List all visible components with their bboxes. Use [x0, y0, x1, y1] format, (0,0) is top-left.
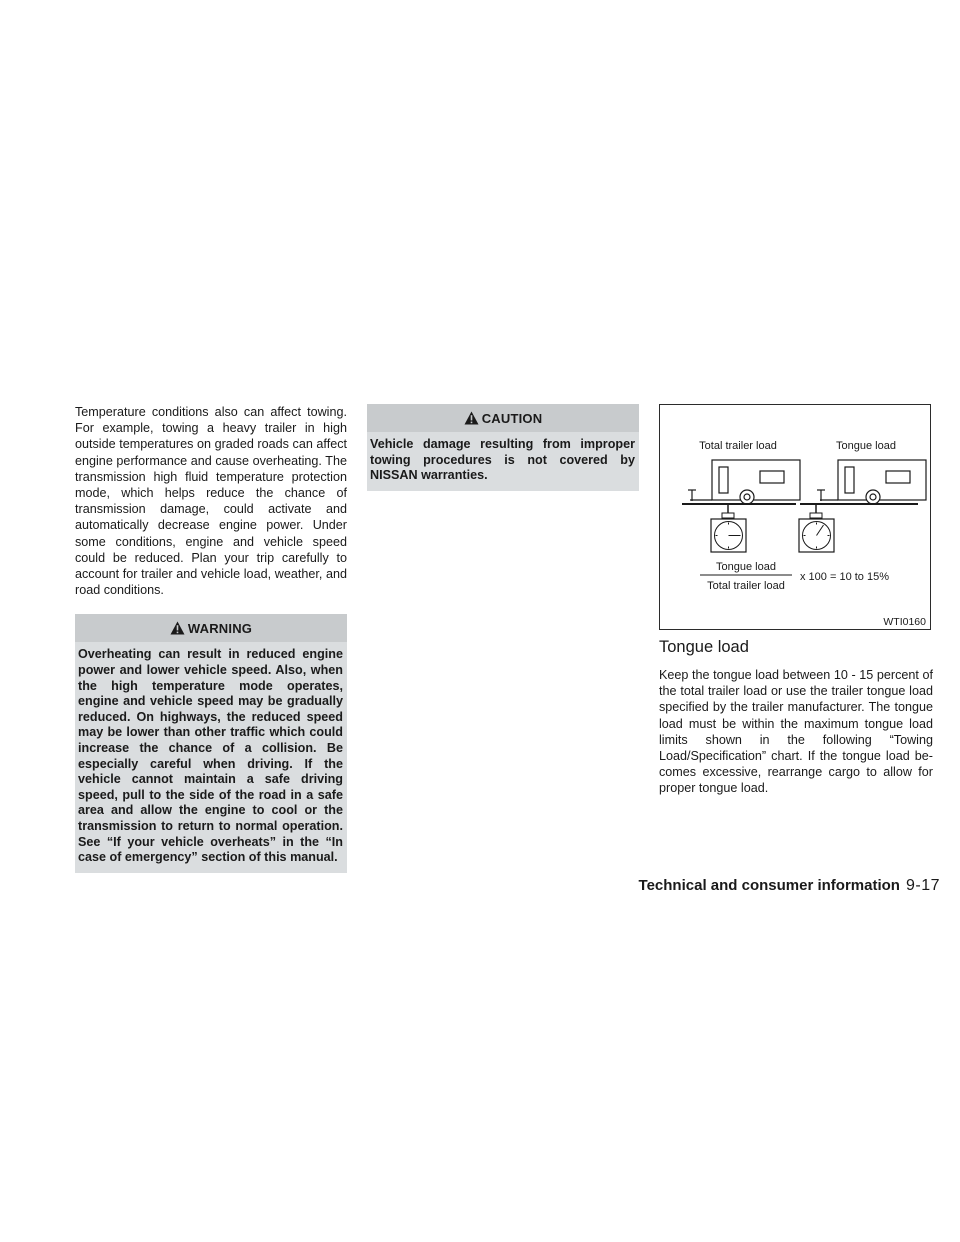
label-total-trailer-load: Total trailer load — [699, 440, 777, 452]
page-footer — [0, 877, 940, 895]
right-scale-drawing — [799, 519, 834, 552]
caution-header — [367, 404, 639, 432]
caution-box — [367, 404, 639, 491]
tongue-load-diagram — [660, 405, 932, 631]
warning-box — [75, 614, 347, 872]
right-trailer-drawing — [817, 460, 926, 504]
page-number: 9-17 — [905, 877, 940, 894]
section-heading: Tongue load — [659, 638, 749, 656]
column-left — [75, 404, 347, 873]
figure-code: WTI0160 — [883, 616, 926, 628]
tongue-load-figure — [659, 404, 931, 630]
footer-section-title: Technical and consumer information — [638, 877, 900, 894]
left-trailer-drawing — [688, 460, 800, 504]
warning-header — [75, 614, 347, 642]
caution-text: Vehicle damage resulting from improper towing procedures is not covered by NISSAN warranties. — [370, 437, 635, 483]
label-tongue-load: Tongue load — [836, 440, 896, 452]
formula-text: x 100 = 10 to 15% — [800, 571, 889, 583]
caution-title: CAUTION — [481, 410, 543, 426]
left-scale-drawing — [711, 519, 746, 552]
fraction-denominator: Total trailer load — [707, 580, 785, 592]
column-middle — [367, 404, 639, 491]
tongue-load-paragraph: Keep the tongue load between 10 - 15 percent of the total trailer load or use the trailer tongue load specified by the trailer manufacturer. The tongue load must be within the maximum tongue load limits shown in the following “Towing Load/Specification” chart. If the tongue load becomes excessive, rearrange cargo to allow for proper tongue load. — [659, 668, 933, 796]
warning-title: WARNING — [187, 620, 253, 636]
column-right — [659, 404, 933, 797]
warning-triangle-icon — [170, 621, 185, 635]
warning-text: Overheating can result in reduced engine power and lower vehicle speed. Also, when the high temperature mode operates, engine and vehicle speed may be gradually reduced. On highways, the reduced speed may be lower than other traffic which could increase the chance of a collision. Be especially careful when driving. If the vehicle cannot maintain a safe driving speed, pull to the side of the road in a safe area and allow the engine to cool or the transmission to return to normal operation. See “If your vehicle overheats” in the “In case of emergency” section of this manual. — [78, 647, 343, 865]
intro-paragraph: Temperature conditions also can affect towing. For example, towing a heavy trailer in high outside temperatures on graded roads can affect engine performance and cause overheating. The transmission high fluid temperature protection mode, which helps reduce the chance of transmission damage, could activate and automatically decrease engine power. Under some conditions, engine and vehicle speed could be reduced. Plan your trip carefully to account for trailer and vehicle load, weather, and road conditions. — [75, 405, 347, 598]
caution-triangle-icon — [464, 411, 479, 425]
fraction-numerator: Tongue load — [716, 561, 776, 573]
